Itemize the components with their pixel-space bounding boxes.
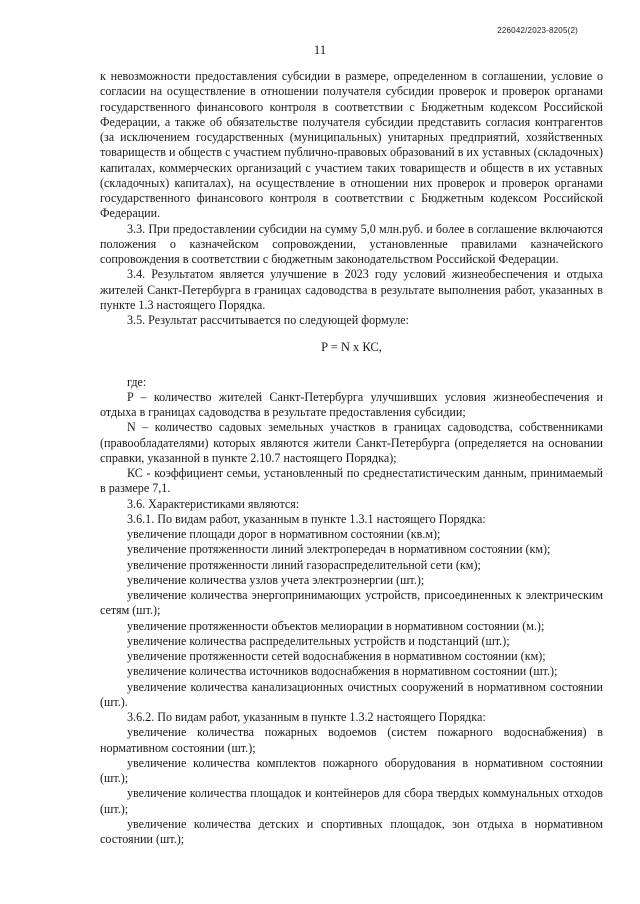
- paragraph-continuation: к невозможности предоставления субсидии в размере, определенном в соглашении, условие о согласии на осуществление в отношении получателя субсидии проверок и проверок органами государственного финансового контроля в соответствии с Бюджетным кодексом Российской Федерации, а также об обязательстве получателя субсидии представить согласия контрагентов (за исключением государственных (муниципальных) унитарных предприятий, хозяйственных товариществ и обществ с участием публично-правовых образований в их уставных (складочных) капиталах, коммерческих организаций с участием таких товариществ и обществ в их уставных (складочных) капиталах), на осуществление в отношении них проверок и проверок органами государственного финансового контроля в соответствии с Бюджетным кодексом Российской Федерации.: [100, 69, 603, 221]
- list-item: увеличение количества источников водоснабжения в нормативном состоянии (шт.);: [127, 664, 558, 679]
- list-item: увеличение протяженности сетей водоснабжения в нормативном состоянии (км);: [127, 649, 546, 663]
- definition-ks: КС - коэффициент семьи, установленный по среднестатистическим данным, принимаемый в размере 7,1.: [100, 466, 603, 496]
- document-number: 226042/2023-8205(2): [497, 26, 578, 35]
- definition-p: P – количество жителей Санкт-Петербурга улучшивших условия жизнеобеспечения и отдыха в границах садоводства в результате предоставления субсидии;: [100, 389, 603, 419]
- document-body: [100, 69, 603, 847]
- list-item: увеличение количества пожарных водоемов (систем пожарного водоснабжения) в нормативном состоянии (шт.);: [100, 725, 603, 755]
- list-item: увеличение протяженности линий газораспределительной сети (км);: [127, 557, 481, 572]
- list-item: увеличение количества площадок и контейнеров для сбора твердых коммунальных отходов (шт.);: [100, 786, 603, 816]
- page-number: 11: [313, 42, 327, 57]
- list-item: увеличение количества энергопринимающих устройств, присоединенных к электрическим сетям (шт.);: [100, 588, 603, 618]
- list-item: увеличение площади дорог в нормативном состоянии (кв.м);: [127, 527, 441, 541]
- paragraph-3-5: 3.5. Результат рассчитывается по следующей формуле:: [127, 313, 409, 327]
- paragraph-3-3: 3.3. При предоставлении субсидии на сумму 5,0 млн.руб. и более в соглашение включаются положения о казначейском сопровождении, установленные правилами казначейского сопровождения в соответствии с бюджетным законодательством Российской Федерации.: [100, 221, 603, 266]
- list-item: увеличение протяженности линий электропередач в нормативном состоянии (км);: [127, 542, 551, 557]
- section-3-6-heading: 3.6. Характеристиками являются:: [127, 496, 300, 511]
- list-item: увеличение количества канализационных очистных сооружений в нормативном состоянии (шт.).: [100, 679, 603, 709]
- section-3-6-1-heading: 3.6.1. По видам работ, указанным в пункте 1.3.1 настоящего Порядка:: [127, 511, 486, 526]
- where-label: где:: [127, 374, 147, 389]
- list-item: увеличение количества комплектов пожарного оборудования в нормативном состоянии (шт.);: [100, 755, 603, 785]
- definition-n: N – количество садовых земельных участков в границах садоводства, собственниками (правообладателями) которых являются жители Санкт-Петербурга (определяется на основании справки, указанной в пункте 2.10.7 настоящего Порядка);: [100, 420, 603, 465]
- list-item: увеличение количества узлов учета электроэнергии (шт.);: [127, 572, 425, 587]
- list-item: увеличение количества распределительных устройств и подстанций (шт.);: [127, 633, 510, 648]
- section-3-6-2-heading: 3.6.2. По видам работ, указанным в пункте 1.3.2 настоящего Порядка:: [127, 710, 486, 724]
- list-item: увеличение протяженности объектов мелиорации в нормативном состоянии (м.);: [127, 618, 545, 633]
- paragraph-3-4: 3.4. Результатом является улучшение в 2023 году условий жизнеобеспечения и отдыха жителей Санкт-Петербурга в границах садоводства в результате выполнения работ, указанных в пункте 1.3 настоящего Порядка.: [100, 267, 603, 312]
- list-item: увеличение количества детских и спортивных площадок, зон отдыха в нормативном состоянии (шт.);: [100, 816, 603, 846]
- formula: P = N x КС,: [321, 340, 382, 355]
